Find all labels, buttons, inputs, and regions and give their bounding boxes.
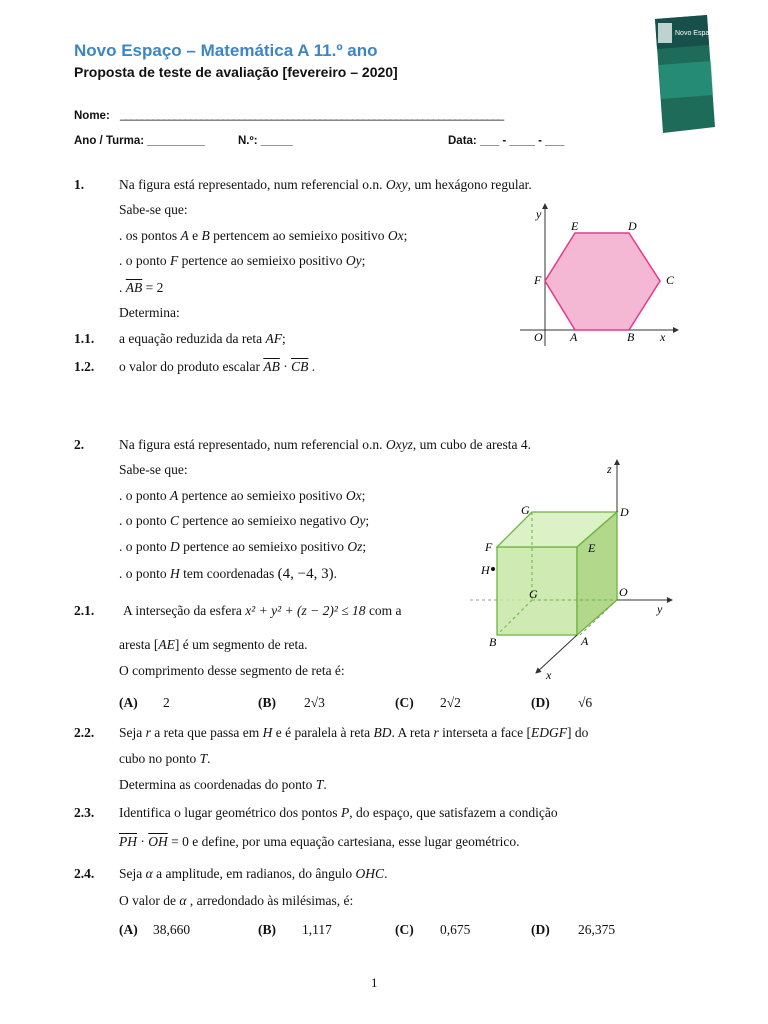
q2-3-text: Identifica o lugar geométrico dos pontos P, do espaço, que satisfazem a condição: [119, 805, 558, 820]
q2-2-number: 2.2.: [74, 725, 95, 740]
q2-1-option-d-value: √6: [578, 695, 593, 710]
q2-1-option-a[interactable]: (A): [119, 695, 138, 710]
label-z: z: [607, 462, 612, 476]
ano-turma-field: Ano / Turma: _________: [74, 135, 205, 147]
numero-field: N.º: _____: [238, 135, 293, 147]
q2-4-text: Seja α a amplitude, em radianos, do ângulo OHC.: [119, 866, 388, 881]
q2-1-option-b-value: 2√3: [304, 695, 325, 710]
q1-bullet-3: . $\overline{AB} = 2$: [119, 280, 164, 295]
q1-1-text: a equação reduzida da reta AF;: [119, 331, 286, 346]
q2-2-text-2: cubo no ponto T.: [119, 751, 211, 766]
q1-bullet-2: . o ponto F pertence ao semieixo positivo Oy;: [119, 253, 366, 268]
q2-bullet-3: . o ponto D pertence ao semieixo positivo Oz;: [119, 539, 367, 554]
q2-bullet-4: . o ponto H tem coordenadas (4, −4, 3).: [119, 566, 337, 582]
q2-2-text-3: Determina as coordenadas do ponto T.: [119, 777, 327, 792]
q2-4-option-a-value: 38,660: [153, 922, 191, 937]
q1-2-number: 1.2.: [74, 359, 95, 374]
q2-3-number: 2.3.: [74, 805, 95, 820]
book-cover-image: [655, 15, 715, 133]
q2-1-text-2: aresta [AE] é um segmento de reta.: [119, 637, 308, 652]
document-subtitle: Proposta de teste de avaliação [fevereiro – 2020]: [74, 64, 398, 80]
q1-2-text: o valor do produto escalar $\overline{AB} \cdot \overline{CB}$ .: [119, 359, 316, 374]
x-axis: [536, 635, 577, 673]
label-H: H: [481, 563, 490, 577]
q1-known: Sabe-se que:: [119, 202, 188, 217]
q2-number: 2.: [74, 437, 85, 452]
data-field: Data: ___ - ____ - ___: [448, 135, 565, 147]
label-F: F: [534, 273, 542, 287]
q2-4-option-c-value: 0,675: [440, 922, 471, 937]
label-y: y: [657, 602, 663, 616]
label-F: F: [485, 540, 493, 554]
q2-intro: Na figura está representado, num referencial o.n. Oxyz, um cubo de aresta 4.: [119, 437, 531, 452]
q2-4-option-c[interactable]: (C): [395, 922, 414, 937]
document-title: Novo Espaço – Matemática A 11.º ano: [74, 41, 378, 60]
label-A: A: [581, 634, 589, 648]
q1-1-number: 1.1.: [74, 331, 95, 346]
page-number: 1: [371, 975, 378, 990]
q2-4-option-b[interactable]: (B): [258, 922, 276, 937]
q2-2-text: Seja r a reta que passa em H e é paralela à reta BD. A reta r interseta a face [EDGF] do: [119, 725, 589, 740]
label-x: x: [546, 668, 552, 682]
q2-1-text-3: O comprimento desse segmento de reta é:: [119, 663, 345, 678]
label-E: E: [588, 541, 596, 555]
q2-4-number: 2.4.: [74, 866, 95, 881]
q1-intro: Na figura está representado, num referencial o.n. Oxy, um hexágono regular.: [119, 177, 532, 192]
q2-4-text-2: O valor de α , arredondado às milésimas, é:: [119, 893, 354, 908]
q2-1-number: 2.1.: [74, 603, 95, 618]
cube-figure: [462, 455, 684, 687]
q2-4-option-a[interactable]: (A): [119, 922, 138, 937]
q2-1-option-c-value: 2√2: [440, 695, 461, 710]
point-H: [491, 567, 495, 571]
q2-4-option-b-value: 1,117: [302, 922, 332, 937]
book-cover-title: Novo Espaço: [675, 30, 715, 37]
label-O: O: [619, 585, 628, 599]
q2-bullet-2: . o ponto C pertence ao semieixo negativo Oy;: [119, 513, 370, 528]
q1-determine: Determina:: [119, 305, 180, 320]
q2-4-option-d-value: 26,375: [578, 922, 616, 937]
q2-bullet-1: . o ponto A pertence ao semieixo positivo Ox;: [119, 488, 366, 503]
label-B: B: [627, 330, 635, 344]
q2-1-option-b[interactable]: (B): [258, 695, 276, 710]
q2-1-text: A interseção da esfera x² + y² + (z − 2)² ≤ 18 com a: [123, 603, 402, 618]
q2-4-option-d[interactable]: (D): [531, 922, 550, 937]
label-O: O: [534, 330, 543, 344]
q2-1-option-c[interactable]: (C): [395, 695, 414, 710]
label-D: D: [628, 219, 637, 233]
label-C: C: [666, 273, 675, 287]
label-y: y: [536, 207, 542, 221]
q2-1-option-d[interactable]: (D): [531, 695, 550, 710]
q1-bullet-1: . os pontos A e B pertencem ao semieixo positivo Ox;: [119, 228, 408, 243]
hexagon-figure: [512, 200, 682, 350]
label-A: A: [570, 330, 578, 344]
regular-hexagon: [545, 233, 660, 330]
label-E: E: [571, 219, 579, 233]
q1-number: 1.: [74, 177, 85, 192]
label-B: B: [489, 635, 497, 649]
label-x: x: [660, 330, 666, 344]
label-G-top: G: [521, 503, 530, 517]
q2-known: Sabe-se que:: [119, 462, 188, 477]
nome-label: Nome:: [74, 110, 110, 122]
label-G-hidden: G: [529, 587, 538, 601]
q2-1-option-a-value: 2: [163, 695, 170, 710]
nome-blank: _______________________________________________________________________: [120, 109, 504, 121]
label-D: D: [620, 505, 629, 519]
q2-3-text-2: $\overline{PH} \cdot \overline{OH} = 0$ e define, por uma equação cartesiana, esse lugar geométrico.: [119, 834, 520, 849]
